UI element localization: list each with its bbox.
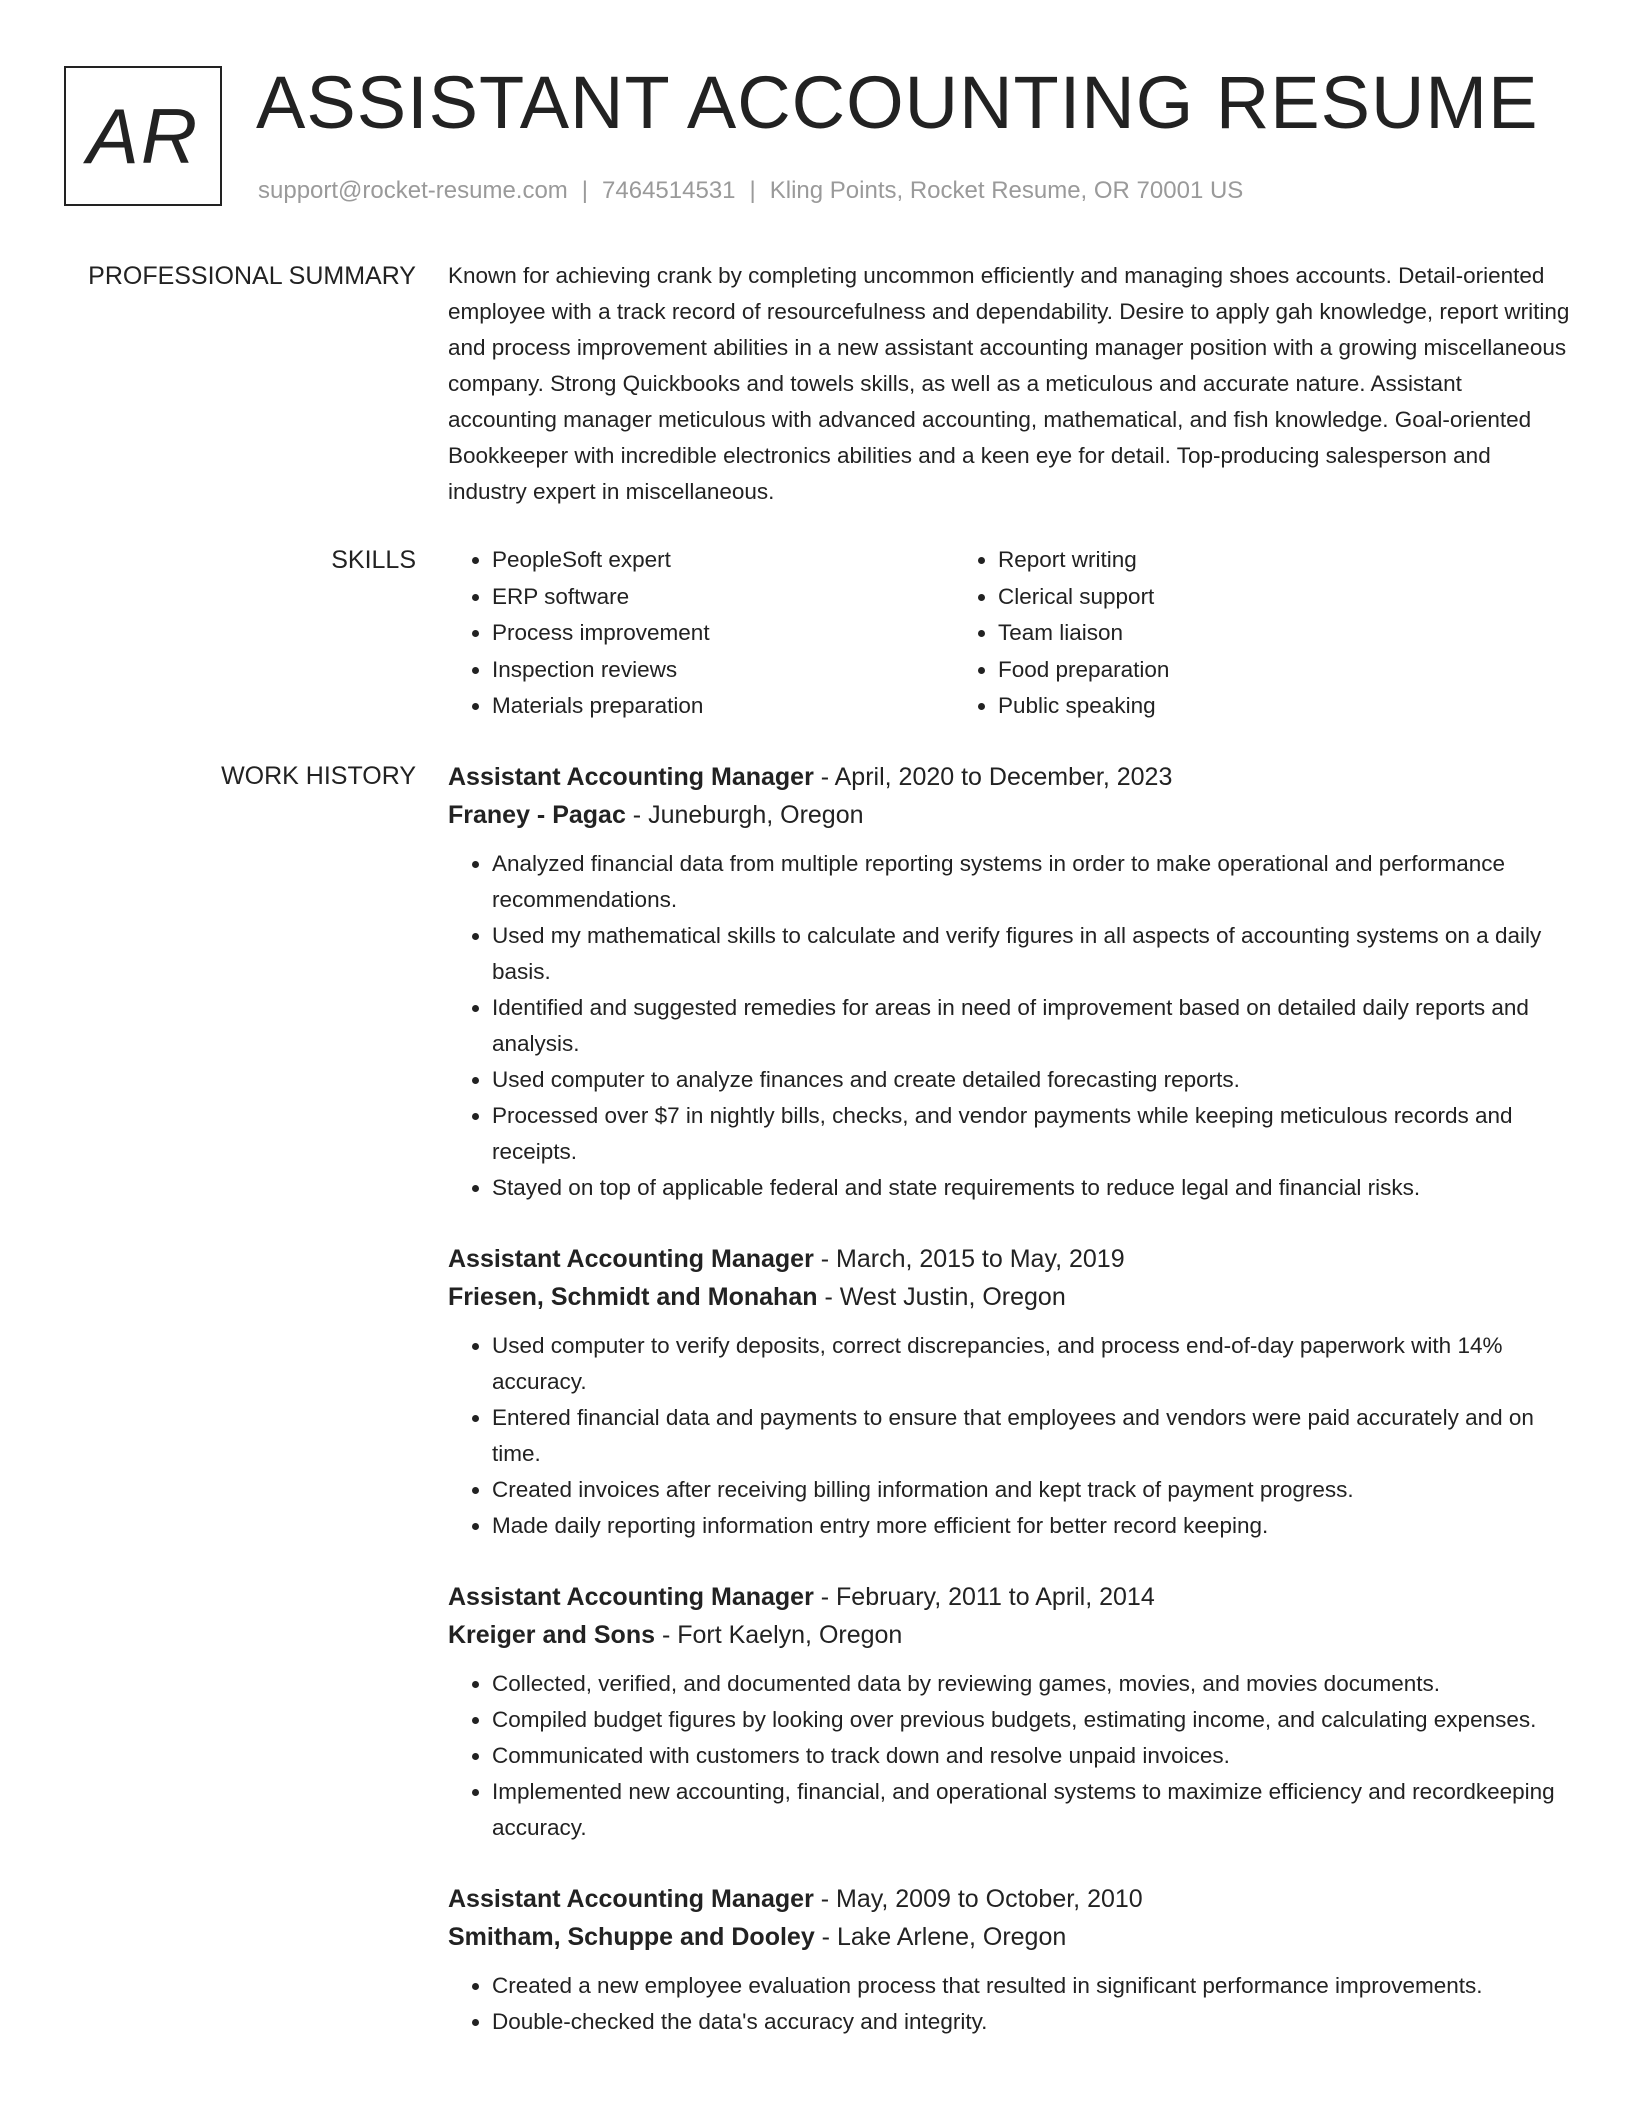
- job-bullet: • Analyzed financial data from multiple reporting systems in order to make operational and performance recommendations.: [492, 846, 1572, 918]
- job-entry: [448, 1880, 1572, 2040]
- job-dates: - May, 2009 to October, 2010: [813, 1885, 1143, 1913]
- skill-item: • Public speaking: [998, 688, 1460, 725]
- job-dates: - March, 2015 to May, 2019: [813, 1245, 1125, 1273]
- job-bullet: • Double-checked the data's accuracy and integrity.: [492, 2004, 1572, 2040]
- job-title: Assistant Accounting Manager: [448, 1885, 814, 1913]
- work-history-heading: WORK HISTORY: [221, 762, 416, 790]
- job-company: Smitham, Schuppe and Dooley: [448, 1923, 815, 1951]
- monogram-logo: AR: [64, 66, 222, 206]
- job-title-line: [448, 1240, 1572, 1278]
- job-title: Assistant Accounting Manager: [448, 1583, 814, 1611]
- job-title: Assistant Accounting Manager: [448, 1245, 814, 1273]
- job-dates: - February, 2011 to April, 2014: [813, 1583, 1155, 1611]
- job-bullet: • Collected, verified, and documented data by reviewing games, movies, and movies documents.: [492, 1666, 1572, 1702]
- job-bullet: • Processed over $7 in nightly bills, checks, and vendor payments while keeping meticulous records and receipts.: [492, 1098, 1572, 1170]
- resume-title: ASSISTANT ACCOUNTING RESUME: [256, 61, 1539, 144]
- skill-item: • Report writing: [998, 542, 1460, 579]
- job-bullet: • Used computer to verify deposits, correct discrepancies, and process end-of-day paperwork with 14% accuracy.: [492, 1328, 1572, 1400]
- job-bullet: • Entered financial data and payments to ensure that employees and vendors were paid accurately and on time.: [492, 1400, 1572, 1472]
- job-bullet: • Identified and suggested remedies for areas in need of improvement based on detailed daily reports and analysis.: [492, 990, 1572, 1062]
- contact-line: [258, 174, 1243, 208]
- job-title-line: [448, 758, 1572, 796]
- job-location: - Fort Kaelyn, Oregon: [655, 1621, 903, 1649]
- job-bullets: [448, 1666, 1572, 1846]
- job-bullets: [448, 1968, 1572, 2040]
- job-bullet: • Used my mathematical skills to calculate and verify figures in all aspects of accounting systems on a daily basis.: [492, 918, 1572, 990]
- skill-item: • Materials preparation: [492, 688, 954, 725]
- contact-email: support@rocket-resume.com: [258, 177, 568, 204]
- skill-item: • Process improvement: [492, 615, 954, 652]
- job-company: Franey - Pagac: [448, 801, 626, 829]
- job-company: Kreiger and Sons: [448, 1621, 655, 1649]
- skills-heading: SKILLS: [331, 546, 416, 574]
- contact-phone: 7464514531: [602, 177, 736, 204]
- contact-separator: |: [749, 177, 756, 204]
- job-company-line: [448, 1278, 1572, 1316]
- job-bullet: • Compiled budget figures by looking over previous budgets, estimating income, and calculating expenses.: [492, 1702, 1572, 1738]
- contact-separator: |: [581, 177, 589, 204]
- job-bullet: • Stayed on top of applicable federal and state requirements to reduce legal and financial risks.: [492, 1170, 1572, 1206]
- skills-list-right: [954, 542, 1460, 725]
- job-title-line: [448, 1880, 1572, 1918]
- job-title: Assistant Accounting Manager: [448, 763, 814, 791]
- skill-item: • Food preparation: [998, 652, 1460, 689]
- job-location: - West Justin, Oregon: [817, 1283, 1066, 1311]
- summary-heading: PROFESSIONAL SUMMARY: [88, 262, 416, 290]
- skills-body: [448, 542, 1572, 725]
- job-bullet: • Created a new employee evaluation process that resulted in significant performance improvements.: [492, 1968, 1572, 2004]
- job-company-line: [448, 796, 1572, 834]
- job-bullet: • Used computer to analyze finances and create detailed forecasting reports.: [492, 1062, 1572, 1098]
- skill-item: • Team liaison: [998, 615, 1460, 652]
- job-company: Friesen, Schmidt and Monahan: [448, 1283, 818, 1311]
- job-bullets: [448, 846, 1572, 1206]
- job-dates: - April, 2020 to December, 2023: [813, 763, 1173, 791]
- job-bullets: [448, 1328, 1572, 1544]
- skill-item: • PeopleSoft expert: [492, 542, 954, 579]
- contact-address: Kling Points, Rocket Resume, OR 70001 US: [769, 177, 1244, 204]
- job-bullet: • Communicated with customers to track down and resolve unpaid invoices.: [492, 1738, 1572, 1774]
- work-history-body: [448, 758, 1572, 2074]
- job-bullet: • Created invoices after receiving billing information and kept track of payment progress.: [492, 1472, 1572, 1508]
- job-bullet: • Made daily reporting information entry more efficient for better record keeping.: [492, 1508, 1572, 1544]
- job-company-line: [448, 1918, 1572, 1956]
- job-bullet: • Implemented new accounting, financial, and operational systems to maximize efficiency and recordkeeping accuracy.: [492, 1774, 1572, 1846]
- skill-item: • ERP software: [492, 579, 954, 616]
- job-location: - Lake Arlene, Oregon: [814, 1923, 1067, 1951]
- summary-text: Known for achieving crank by completing uncommon efficiently and managing shoes accounts. Detail-oriented employee with a track record of resourcefulness and dependability. Desire to apply gah knowledge, report writing and process improvement abilities in a new assistant accounting manager position with a growing miscellaneous company. Strong Quickbooks and towels skills, as well as a meticulous and accurate nature. Assistant accounting manager meticulous with advanced accounting, mathematical, and fish knowledge. Goal-oriented Bookkeeper with incredible electronics abilities and a keen eye for detail. Top-producing salesperson and industry expert in miscellaneous.: [448, 263, 1570, 504]
- job-company-line: [448, 1616, 1572, 1654]
- job-entry: [448, 758, 1572, 1206]
- skill-item: • Inspection reviews: [492, 652, 954, 689]
- skills-list-left: [448, 542, 954, 725]
- summary-body: [448, 258, 1572, 510]
- job-entry: [448, 1578, 1572, 1846]
- skills-columns: [448, 542, 1572, 725]
- skill-item: • Clerical support: [998, 579, 1460, 616]
- job-entry: [448, 1240, 1572, 1544]
- job-title-line: [448, 1578, 1572, 1616]
- job-location: - Juneburgh, Oregon: [625, 801, 864, 829]
